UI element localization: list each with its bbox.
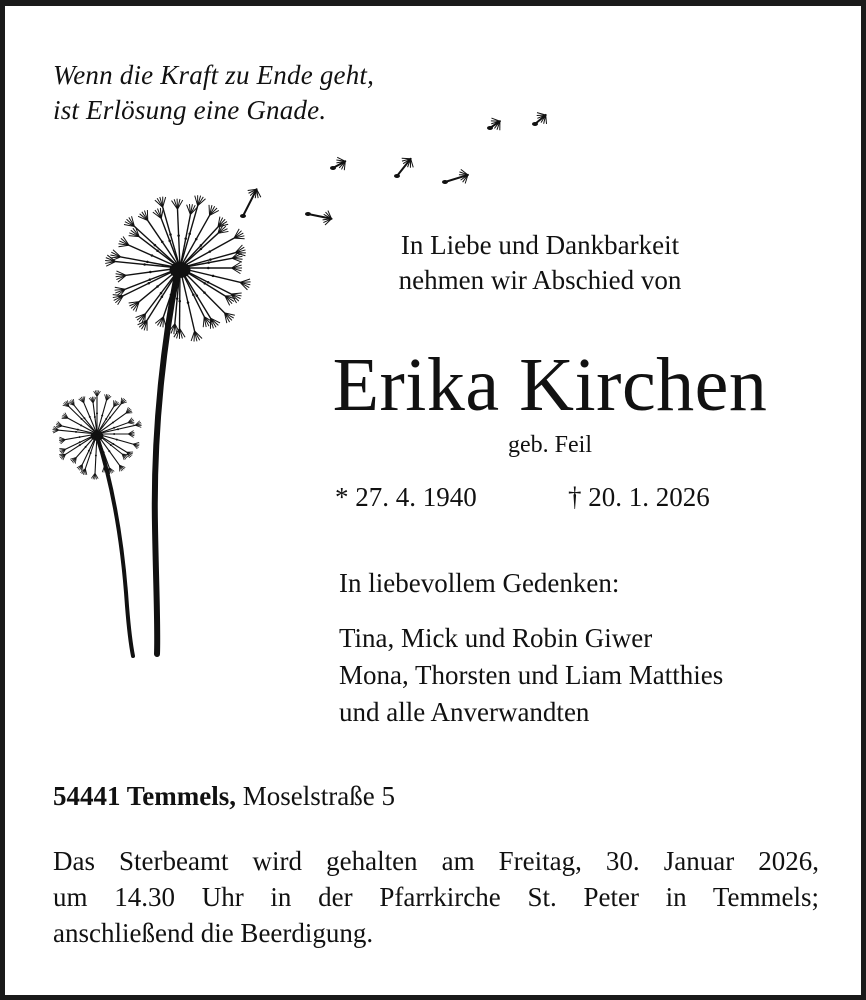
quote-line: ist Erlösung eine Gnade. — [53, 95, 327, 125]
birth-date: * 27. 4. 1940 — [335, 482, 477, 512]
mourner-line: und alle Anverwandten — [339, 697, 590, 727]
intro-line: nehmen wir Abschied von — [398, 265, 682, 295]
address — [53, 778, 395, 814]
memory-heading: In liebevollem Gedenken: — [339, 568, 620, 598]
intro-text — [310, 228, 770, 298]
deceased-name: Erika Kirchen — [332, 343, 768, 427]
death-date: † 20. 1. 2026 — [568, 482, 710, 512]
service-info — [53, 843, 819, 951]
service-line: anschließend die Beerdigung. — [53, 918, 374, 948]
maiden-name: geb. Feil — [508, 432, 592, 458]
mourners-list — [339, 620, 723, 731]
address-town: 54441 Temmels, — [53, 781, 237, 811]
mourner-line: Mona, Thorsten und Liam Matthies — [339, 660, 724, 690]
flying-seeds — [240, 113, 547, 225]
intro-line: In Liebe und Dankbarkeit — [400, 230, 680, 260]
quote-line: Wenn die Kraft zu Ende geht, — [53, 60, 375, 90]
service-line: um 14.30 Uhr in der Pfarrkirche St. Peter in Temmels; — [53, 882, 819, 912]
mourner-line: Tina, Mick und Robin Giwer — [339, 623, 653, 653]
quote — [53, 58, 374, 128]
service-line: Das Sterbeamt wird gehalten am Freitag, 30. Januar 2026, — [53, 846, 819, 876]
large-dandelion — [105, 195, 250, 341]
address-street: Moselstraße 5 — [242, 781, 395, 811]
